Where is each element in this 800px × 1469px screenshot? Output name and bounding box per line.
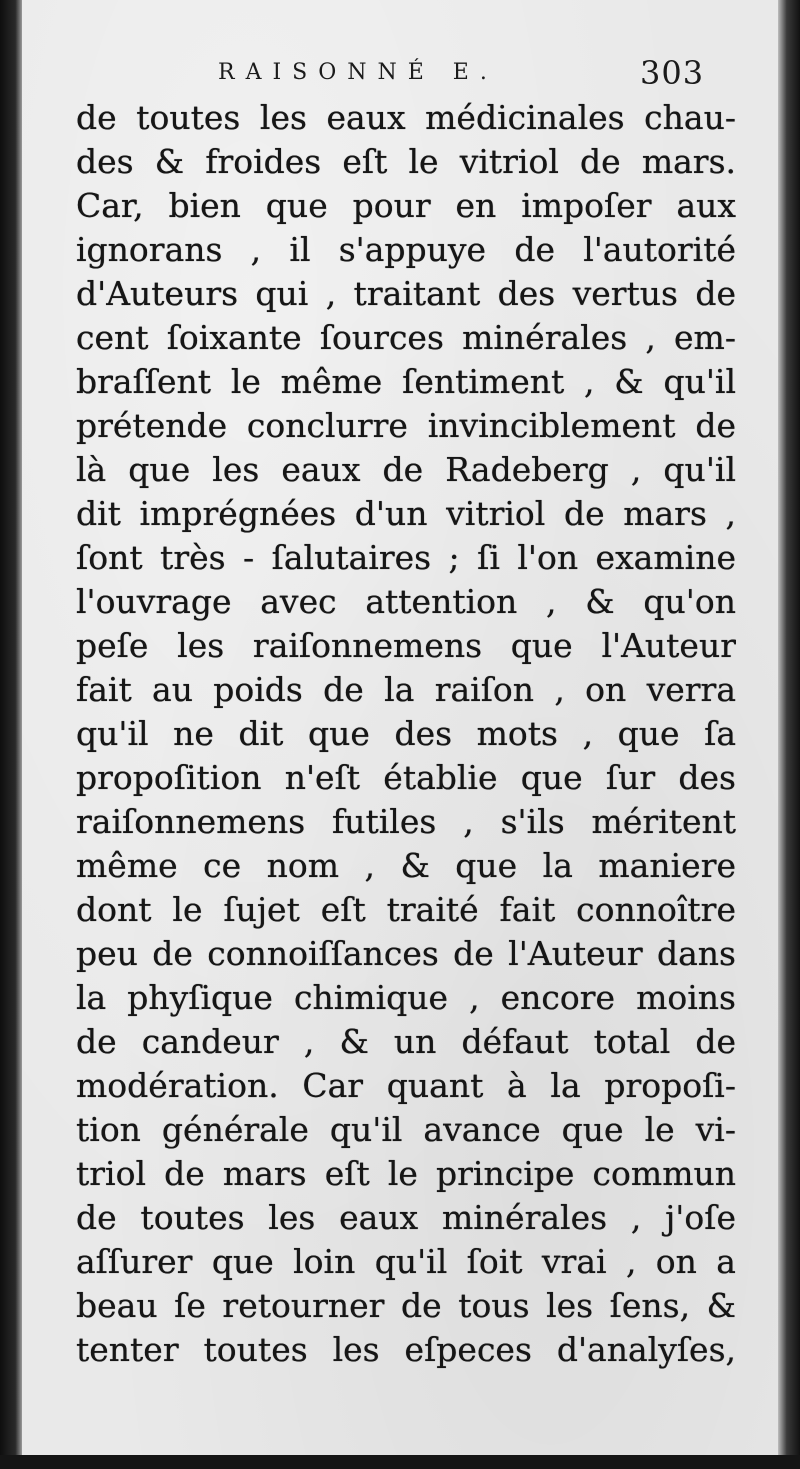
page-header: [22, 54, 778, 94]
text-line: l'ouvrage avec attention , & qu'on: [76, 582, 736, 621]
text-line: dont le ſujet eſt traité fait connoître: [76, 890, 736, 929]
text-line: propoſition n'eſt établie que ſur des: [76, 758, 736, 797]
page-shadow-bottom: [0, 1455, 800, 1469]
text-line: raiſonnemens futiles , s'ils méritent: [76, 802, 736, 841]
text-line: dit imprégnées d'un vitriol de mars ,: [76, 494, 736, 533]
text-line: qu'il ne dit que des mots , que ſa: [76, 714, 736, 753]
text-line: triol de mars eſt le principe commun: [76, 1154, 736, 1193]
text-line: peſe les raiſonnemens que l'Auteur: [76, 626, 736, 665]
text-line: modération. Car quant à la propoſi-: [76, 1066, 736, 1105]
running-head: RAISONNÉ E.: [218, 60, 498, 85]
text-line: ignorans , il s'appuye de l'autorité: [76, 230, 736, 269]
text-line: fait au poids de la raiſon , on verra: [76, 670, 736, 709]
text-line: d'Auteurs qui , traitant des vertus de: [76, 274, 736, 313]
text-line: de toutes les eaux médicinales chau-: [76, 98, 736, 137]
text-line: là que les eaux de Radeberg , qu'il: [76, 450, 736, 489]
text-line: même ce nom , & que la maniere: [76, 846, 736, 885]
text-line: peu de connoiſſances de l'Auteur dans: [76, 934, 736, 973]
text-line: prétende conclurre invinciblement de: [76, 406, 736, 445]
page-shadow-left: [0, 0, 22, 1469]
text-line: cent ſoixante ſources minérales , em-: [76, 318, 736, 357]
text-line: tenter toutes les eſpeces d'analyſes,: [76, 1330, 736, 1369]
text-line: braſſent le même ſentiment , & qu'il: [76, 362, 736, 401]
text-line: beau ſe retourner de tous les ſens, &: [76, 1286, 736, 1325]
book-page: [22, 0, 778, 1455]
text-line: tion générale qu'il avance que le vi-: [76, 1110, 736, 1149]
text-line: aſſurer que loin qu'il ſoit vrai , on a: [76, 1242, 736, 1281]
text-line: des & froides eſt le vitriol de mars.: [76, 142, 736, 181]
page-shadow-right: [778, 0, 800, 1469]
text-line: de candeur , & un défaut total de: [76, 1022, 736, 1061]
body-text: [76, 96, 736, 1372]
text-line: Car, bien que pour en impoſer aux: [76, 186, 736, 225]
text-line: de toutes les eaux minérales , j'oſe: [76, 1198, 736, 1237]
text-line: ſont très - ſalutaires ; ſi l'on examine: [76, 538, 736, 577]
text-line: la phyſique chimique , encore moins: [76, 978, 736, 1017]
page-number: 303: [640, 54, 705, 92]
